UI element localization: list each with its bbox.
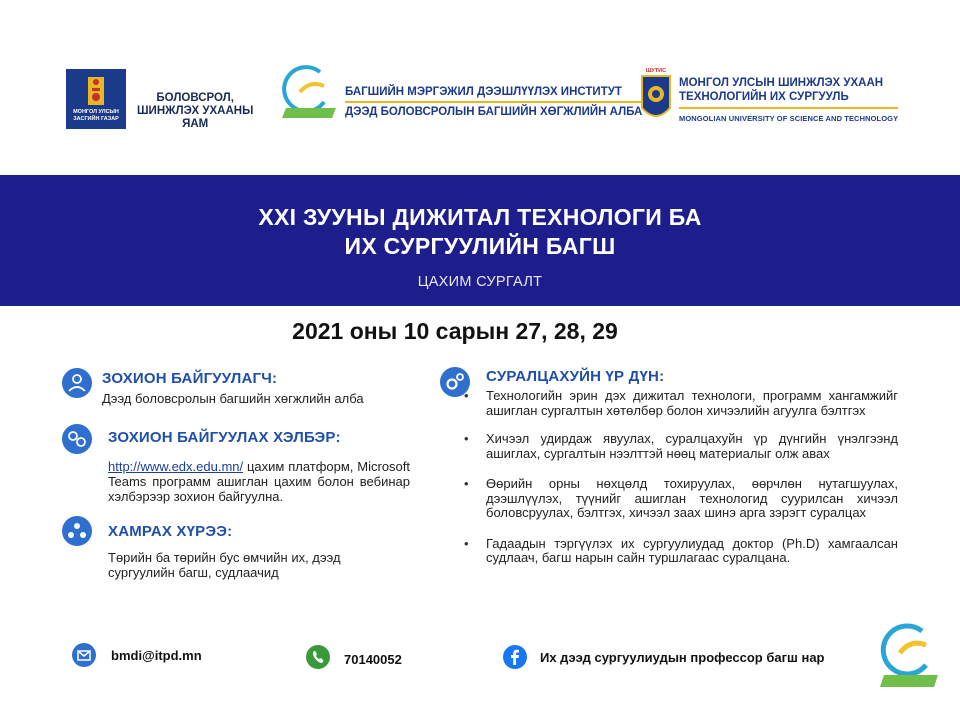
outcome-item: • Өөрийн орны нөхцөлд тохируулах, өөрчлөн нутагшуулах, дээшлүүлэх, түүнийг ашиглан технологид суурилсан хичээл боловсруулах, бэлтгэх, хичээл заах шинэ арга зэрэгт суралцах (462, 477, 898, 521)
outcome-item: • Хичээл удирдаж явуулах, суралцахуйн үр дүнгийн үнэлгээнд ашиглах, сургалтын нээлттэй нөөц материалыг олж авах (462, 432, 898, 461)
facebook-icon (503, 645, 527, 669)
organizer-text: Дээд боловсролын багшийн хөгжлийн алба (102, 391, 364, 406)
institute-name-line2: ДЭЭД БОЛОВСРОЛЫН БАГШИЙН ХӨГЖЛИЙН АЛБА (345, 101, 642, 119)
organizer-icon (62, 368, 92, 398)
format-icon (62, 424, 92, 454)
outcomes-list (462, 389, 898, 566)
event-date: 2021 оны 10 сарын 27, 28, 29 (292, 318, 618, 344)
outcomes-heading: СУРАЛЦАХУЙН ҮР ДҮН: (486, 368, 665, 385)
course-title (0, 203, 960, 261)
audience-text: Төрийн ба төрийн бус өмчийн их, дээд сургуулийн багш, судлаачид (108, 550, 341, 580)
audience-heading: ХАМРАХ ХҮРЭЭ: (108, 523, 233, 540)
ministry-emblem (66, 69, 126, 129)
audience-icon (62, 516, 92, 546)
format-heading: ЗОХИОН БАЙГУУЛАХ ХЭЛБЭР: (108, 429, 341, 446)
university-name-english: MONGOLIAN UNIVERSITY OF SCIENCE AND TECHNOLOGY (679, 107, 898, 126)
organizer-heading: ЗОХИОН БАЙГУУЛАГЧ: (102, 370, 278, 387)
institute-corner-logo (876, 617, 942, 697)
institute-name (345, 85, 642, 119)
course-title-line1: XXI ЗУУНЫ ДИЖИТАЛ ТЕХНОЛОГИ БА (258, 204, 702, 230)
university-emblem (640, 68, 672, 126)
edx-link[interactable]: http://www.edx.edu.mn/ (108, 459, 244, 474)
university-badge: ШУТИС (645, 68, 667, 74)
email-icon (72, 643, 96, 667)
facebook-page[interactable]: Их дээд сургуулиудын профессор багш нар (540, 650, 825, 665)
course-title-line2: ИХ СУРГУУЛИЙН БАГШ (344, 233, 616, 259)
outcome-item: • Гадаадын тэргүүлэх их сургуулиудад доктор (Ph.D) хамгаалсан судлаач, багш нарын сайн туршлагаас суралцана. (462, 537, 898, 566)
ministry-name-line1: БОЛОВСРОЛ, (156, 92, 234, 104)
ministry-name (137, 92, 253, 131)
university-name (679, 76, 898, 126)
contact-phone[interactable]: 70140052 (344, 652, 402, 667)
course-subtitle: ЦАХИМ СУРГАЛТ (417, 274, 543, 290)
university-name-line2: ТЕХНОЛОГИЙН ИХ СУРГУУЛЬ (679, 91, 849, 103)
ministry-name-line2: ШИНЖЛЭХ УХААНЫ (137, 105, 254, 117)
phone-icon (306, 645, 330, 669)
title-banner (0, 175, 960, 306)
institute-logo (280, 62, 342, 124)
emblem-text-2: ЗАСГИЙН ГАЗАР (73, 116, 119, 122)
format-text (108, 459, 410, 504)
emblem-text-1: МОНГОЛ УЛСЫН (73, 109, 119, 115)
institute-name-line1: БАГШИЙН МЭРГЭЖИЛ ДЭЭШЛҮҮЛЭХ ИНСТИТУТ (345, 86, 622, 98)
university-name-line1: МОНГОЛ УЛСЫН ШИНЖЛЭХ УХААН (679, 77, 884, 89)
contact-email[interactable]: bmdi@itpd.mn (111, 648, 202, 663)
format-description: цахим платформ, Microsoft Teams программ ашиглан цахим болон вебинар хэлбэрээр зохион байгуулна. (108, 459, 410, 504)
ministry-name-line3: ЯАМ (182, 118, 209, 130)
outcome-item: • Технологийн эрин дэх дижитал технологи, программ хангамжийг ашиглан сургалтын хөтөлбөр болон хичээлийн агуулга бэлтгэх (462, 389, 898, 418)
